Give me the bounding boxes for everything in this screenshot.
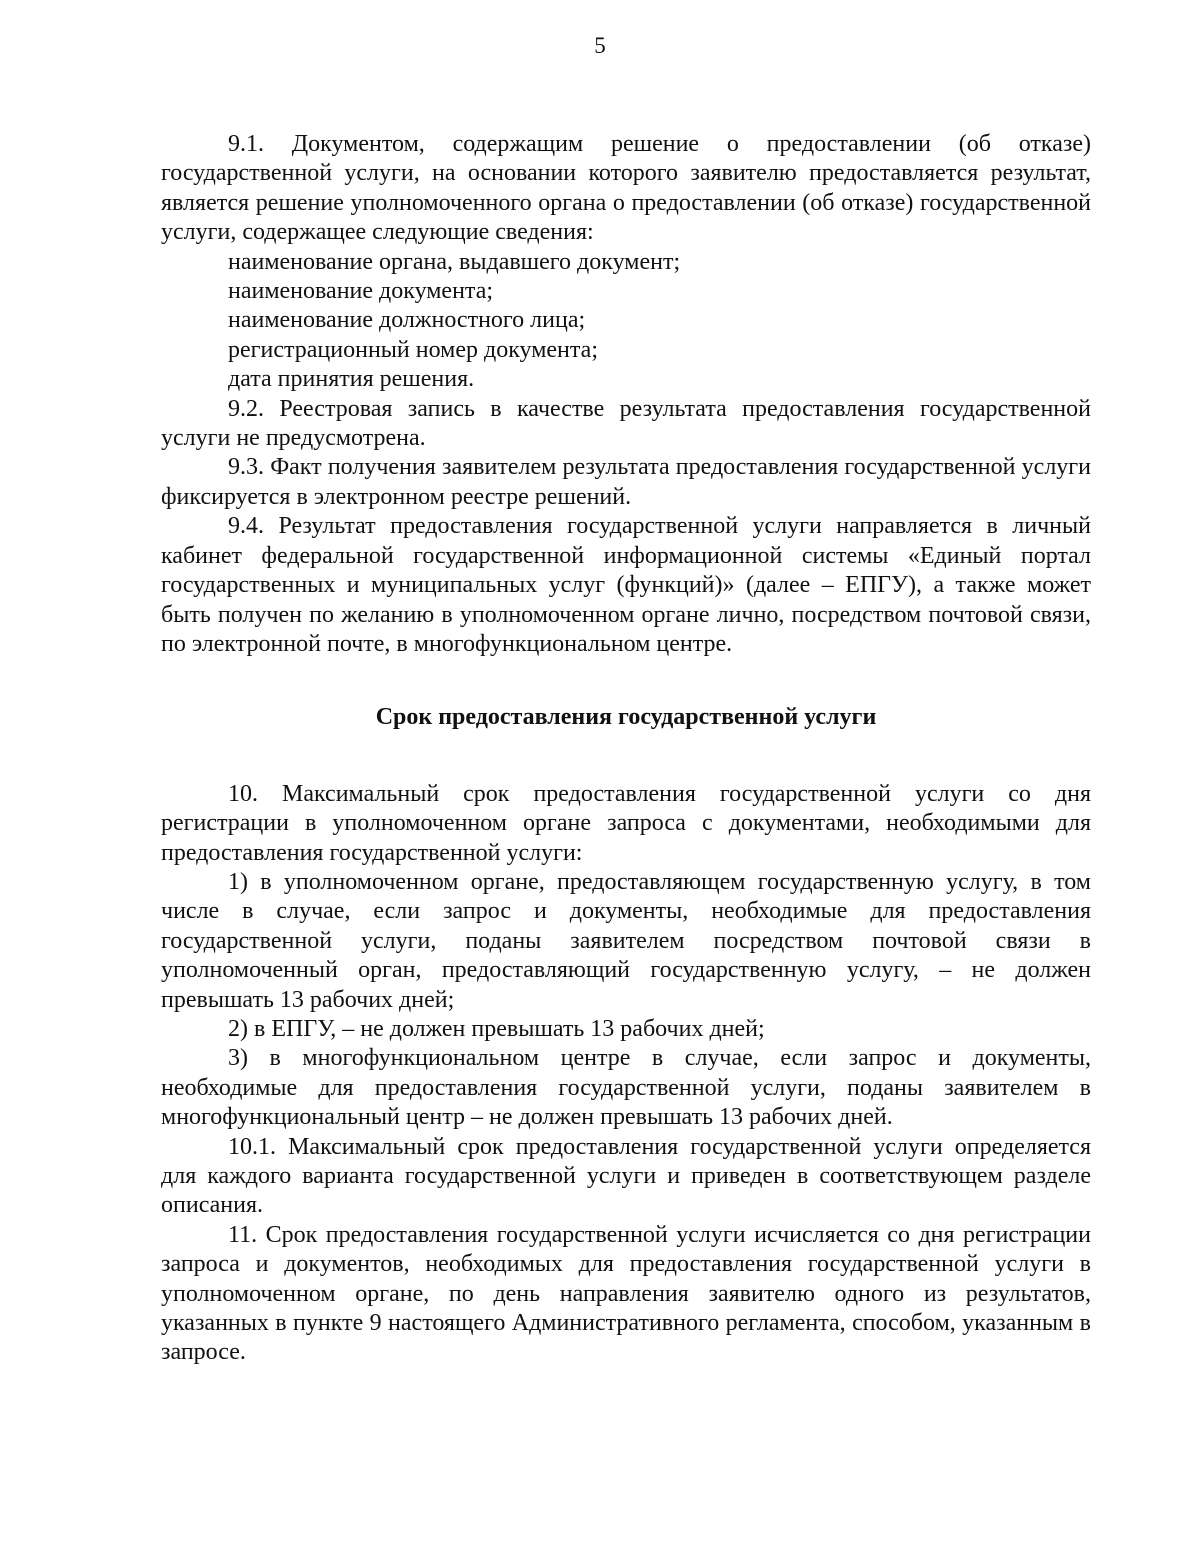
paragraph-10-1: 10.1. Максимальный срок предоставления государственной услуги определяется для каждого варианта государственной услуги и приведен в соответствующем разделе описания.	[161, 1133, 1091, 1219]
page-number: 5	[594, 33, 606, 58]
paragraph-11: 11. Срок предоставления государственной услуги исчисляется со дня регистрации запроса и документов, необходимых для предоставления государственной услуги в уполномоченном органе, по день направления заявителю одного из результатов, указанных в пункте 9 настоящего Административного регламента, способом, указанным в запросе.	[161, 1221, 1091, 1366]
paragraph-9-4: 9.4. Результат предоставления государственной услуги направляется в личный кабинет федеральной государственной информационной системы «Единый портал государственных и муниципальных услуг (функций)» (далее – ЕПГУ), а также может быть получен по желанию в уполномоченном органе лично, посредством почтовой связи, по электронной почте, в многофункциональном центре.	[161, 513, 1091, 657]
paragraph-10-item-3: 3) в многофункциональном центре в случае, если запрос и документы, необходимые для предоставления государственной услуги, поданы заявителем в многофункциональный центр – не должен превышать 13 рабочих дней.	[161, 1045, 1091, 1131]
paragraph-9-2: 9.2. Реестровая запись в качестве результата предоставления государственной услуги не предусмотрена.	[161, 395, 1091, 452]
document-body	[161, 130, 1091, 1368]
list-item: дата принятия решения.	[228, 366, 475, 393]
section-heading: Срок предоставления государственной услуги	[375, 704, 877, 731]
paragraph-9-3: 9.3. Факт получения заявителем результата предоставления государственной услуги фиксируется в электронном реестре решений.	[161, 454, 1091, 510]
paragraph-10-item-1: 1) в уполномоченном органе, предоставляющем государственную услугу, в том числе в случае, если запрос и документы, необходимые для предоставления государственной услуги, поданы заявителем посредством почтовой связи в уполномоченный орган, предоставляющий государственную услугу, – не должен превышать 13 рабочих дней;	[161, 868, 1091, 1013]
list-item: наименование органа, выдавшего документ;	[228, 248, 681, 275]
list-item: регистрационный номер документа;	[228, 336, 598, 363]
list-item: наименование должностного лица;	[228, 307, 586, 334]
paragraph-9-1: 9.1. Документом, содержащим решение о предоставлении (об отказе) государственной услуги, на основании которого заявителю предоставляется результат, является решение уполномоченного органа о предоставлении (об отказе) государственной услуги, содержащее следующие сведения:	[161, 131, 1091, 246]
list-item: наименование документа;	[228, 278, 494, 305]
paragraph-10-item-2: 2) в ЕПГУ, – не должен превышать 13 рабочих дней;	[228, 1015, 765, 1042]
info-list	[161, 248, 1091, 395]
paragraph-10: 10. Максимальный срок предоставления государственной услуги со дня регистрации в уполномоченном органе запроса с документами, необходимыми для предоставления государственной услуги:	[161, 780, 1091, 866]
